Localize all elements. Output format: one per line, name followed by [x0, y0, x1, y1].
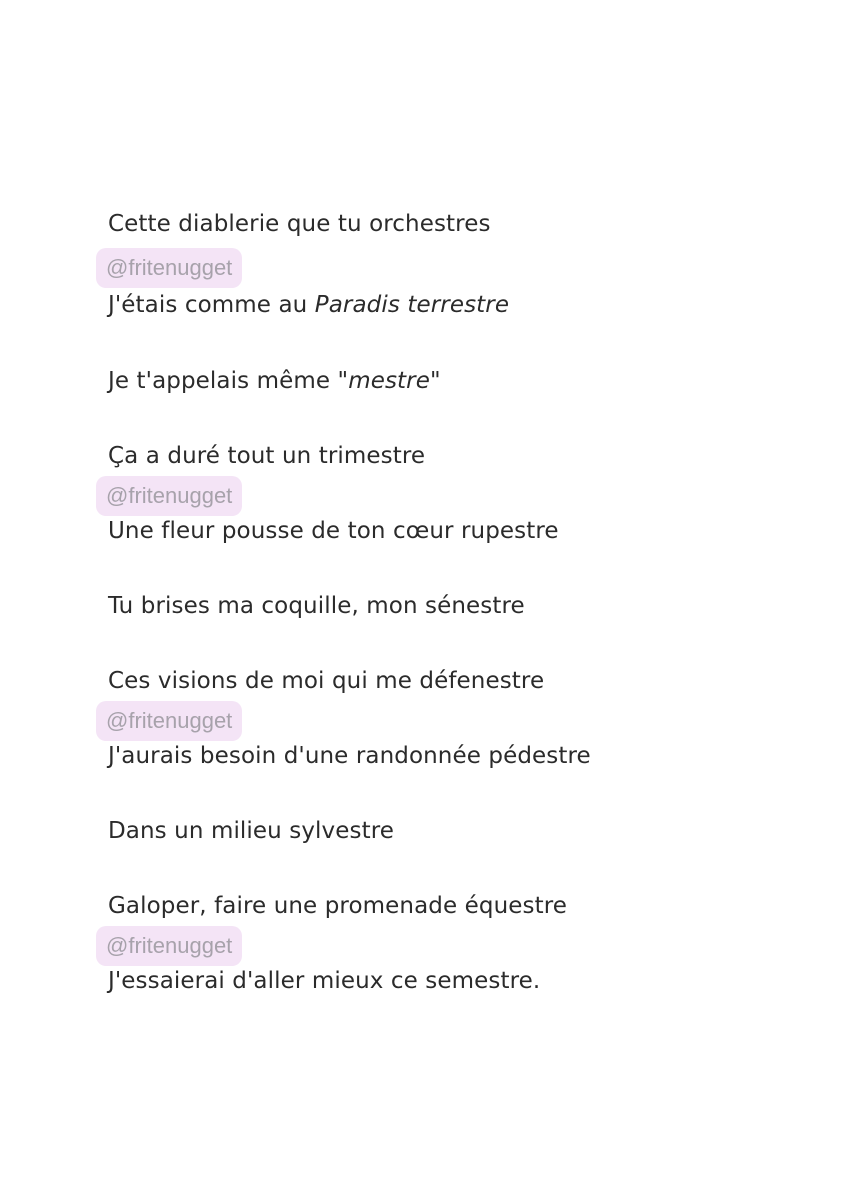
poem-line-6: Tu brises ma coquille, mon sénestre — [108, 593, 525, 619]
poem-line-2 — [108, 290, 509, 320]
watermark-tag-3: @fritenugget — [96, 701, 242, 741]
poem-line-4: Ça a duré tout un trimestre — [108, 443, 426, 469]
poem-line-10: Galoper, faire une promenade équestre — [108, 893, 568, 919]
watermark-tag-2: @fritenugget — [96, 476, 242, 516]
poem-line-2-italic: Paradis terrestre — [314, 292, 510, 318]
poem-line-5: Une fleur pousse de ton cœur rupestre — [108, 518, 559, 544]
poem-line-1: Cette diablerie que tu orchestres — [108, 211, 491, 237]
watermark-tag-4: @fritenugget — [96, 926, 242, 966]
poem-line-8: J'aurais besoin d'une randonnée pédestre — [108, 743, 591, 769]
poem-line-3-start: Je t'appelais même " — [108, 368, 349, 394]
poem-line-2-start: J'étais comme au — [108, 292, 315, 318]
poem-line-11: J'essaierai d'aller mieux ce semestre. — [108, 968, 541, 994]
watermark-tag-1: @fritenugget — [96, 248, 242, 288]
poem-line-3-italic: mestre — [348, 368, 430, 394]
poem-line-9: Dans un milieu sylvestre — [108, 818, 395, 844]
poem-line-3 — [108, 366, 441, 396]
poem-line-7: Ces visions de moi qui me défenestre — [108, 668, 545, 694]
poem-line-3-end: " — [429, 368, 441, 394]
